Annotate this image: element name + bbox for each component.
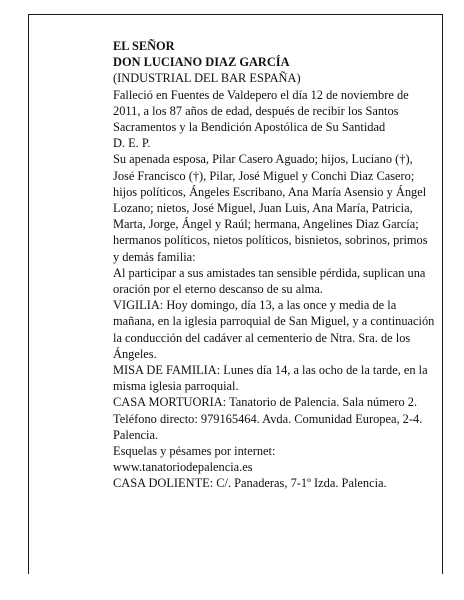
heading-honorific: EL SEÑOR [113, 39, 175, 53]
deceased-subtitle: (INDUSTRIAL DEL BAR ESPAÑA) [113, 71, 301, 86]
obituary-notice [113, 38, 435, 492]
prayer-request-paragraph: Al participar a sus amistades tan sensible pérdida, suplican una oración por el eterno descanso de su alma. [113, 265, 426, 297]
family-mass-paragraph: MISA DE FAMILIA: Lunes día 14, a las ocho de la tarde, en la misma iglesia parroquial. [113, 363, 428, 394]
family-paragraph: Su apenada esposa, Pilar Casero Aguado; hijos, Luciano (†), José Francisco (†), Pilar, José Miguel y Conchi Diaz Casero; hijos políticos, Ángeles Escribano, Ana María Asensio y Ángel Lozano; nietos, José Miguel, Juan Luis, Ana María, Patricia, Marta, Jorge, Ángel y Raúl; hermana, Angelines Diaz García; hermanos políticos, nietos políticos, bisnietos, sobrinos, primos y demás familia: [113, 152, 428, 264]
rest-in-peace-line: D. E. P. [113, 136, 151, 151]
vigil-paragraph: VIGILIA: Hoy domingo, día 13, a las once y media de la mañana, en la iglesia parroquial de San Miguel, y a continuación la conducción del cadáver al cementerio de Ntra. Sra. de los Ángeles. [113, 298, 435, 361]
funeral-home-paragraph: CASA MORTUORIA: Tanatorio de Palencia. Sala número 2. Teléfono directo: 979165464. Avda. Comunidad Europea, 2-4. Palencia. [113, 395, 423, 442]
funeral-home-website: www.tanatoriodepalencia.es [113, 460, 253, 475]
death-paragraph: Falleció en Fuentes de Valdepero el día 12 de noviembre de 2011, a los 87 años de edad, después de recibir los Santos Sacramentos y la Bendición Apostólica de Su Santidad [113, 87, 409, 135]
deceased-name: DON LUCIANO DIAZ GARCÍA [113, 55, 290, 70]
internet-condolences-label: Esquelas y pésames por internet: [113, 444, 276, 459]
mourning-home-paragraph: CASA DOLIENTE: C/. Panaderas, 7-1º Izda. Palencia. [113, 476, 387, 491]
